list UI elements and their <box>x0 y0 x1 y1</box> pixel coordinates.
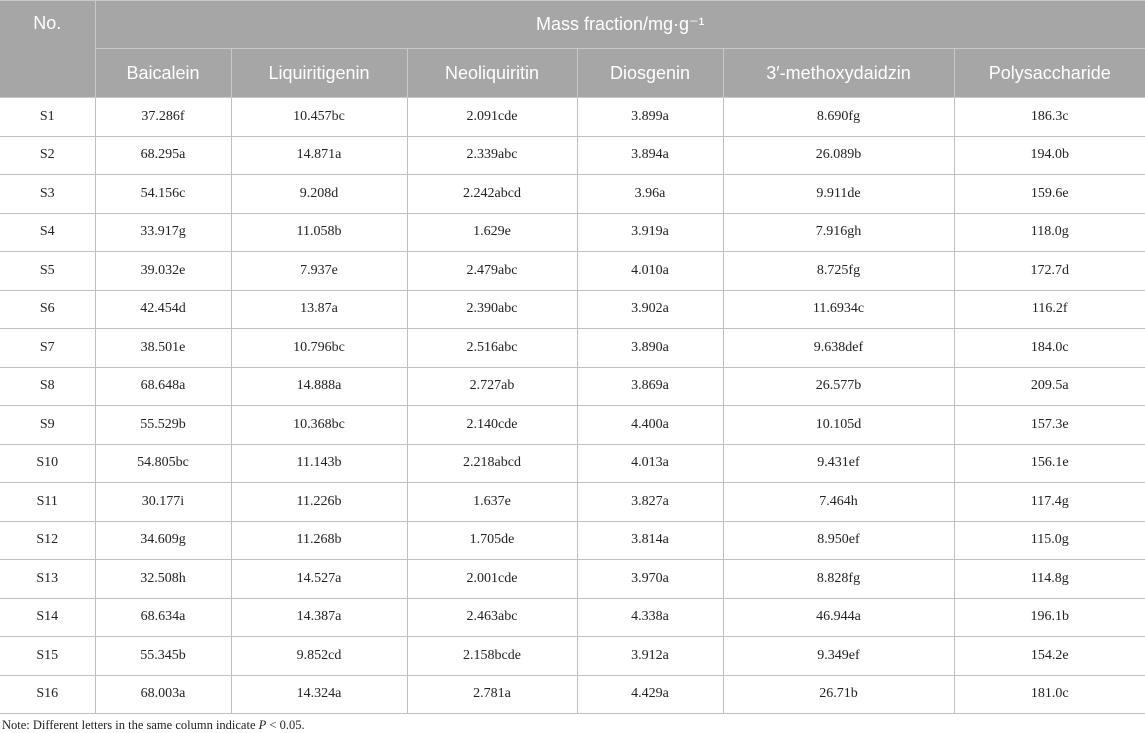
table-cell: 68.003a <box>95 675 231 714</box>
table-cell: 11.226b <box>231 483 407 522</box>
table-cell: 2.218abcd <box>407 444 577 483</box>
sample-id-cell: S11 <box>0 483 95 522</box>
table-cell: 1.637e <box>407 483 577 522</box>
table-cell: 14.324a <box>231 675 407 714</box>
table-cell: 7.464h <box>723 483 954 522</box>
table-row <box>0 136 1145 175</box>
table-cell: 26.577b <box>723 367 954 406</box>
table-cell: 2.781a <box>407 675 577 714</box>
table-cell: 4.429a <box>577 675 723 714</box>
table-cell: 2.516abc <box>407 329 577 368</box>
table-row <box>0 367 1145 406</box>
sample-id-cell: S7 <box>0 329 95 368</box>
table-row <box>0 675 1145 714</box>
table-row <box>0 290 1145 329</box>
table-cell: 9.431ef <box>723 444 954 483</box>
table-cell: 7.916gh <box>723 213 954 252</box>
table-cell: 11.268b <box>231 521 407 560</box>
table-cell: 55.529b <box>95 406 231 445</box>
table-cell: 156.1e <box>954 444 1145 483</box>
table-cell: 2.463abc <box>407 598 577 637</box>
table-cell: 9.852cd <box>231 637 407 676</box>
table-cell: 186.3c <box>954 98 1145 137</box>
table-cell: 14.888a <box>231 367 407 406</box>
table-cell: 8.725fg <box>723 252 954 291</box>
table-row <box>0 521 1145 560</box>
table-cell: 3.899a <box>577 98 723 137</box>
table-cell: 196.1b <box>954 598 1145 637</box>
table-cell: 1.629e <box>407 213 577 252</box>
column-header: Baicalein <box>95 49 231 98</box>
table-cell: 3.827a <box>577 483 723 522</box>
sample-id-cell: S3 <box>0 175 95 214</box>
header-mass-fraction: Mass fraction/mg·g⁻¹ <box>95 1 1145 49</box>
table-row <box>0 406 1145 445</box>
note-stat: P <box>258 718 267 732</box>
table-cell: 9.638def <box>723 329 954 368</box>
table-cell: 46.944a <box>723 598 954 637</box>
table-cell: 4.013a <box>577 444 723 483</box>
table-row <box>0 598 1145 637</box>
table-cell: 2.140cde <box>407 406 577 445</box>
table-cell: 8.690fg <box>723 98 954 137</box>
table-cell: 9.911de <box>723 175 954 214</box>
table-cell: 68.295a <box>95 136 231 175</box>
table-row <box>0 329 1145 368</box>
table-cell: 4.400a <box>577 406 723 445</box>
sample-id-cell: S5 <box>0 252 95 291</box>
table-cell: 32.508h <box>95 560 231 599</box>
table-cell: 42.454d <box>95 290 231 329</box>
table-cell: 116.2f <box>954 290 1145 329</box>
table-row <box>0 483 1145 522</box>
table-cell: 26.71b <box>723 675 954 714</box>
table-cell: 2.091cde <box>407 98 577 137</box>
table-cell: 1.705de <box>407 521 577 560</box>
sample-id-cell: S1 <box>0 98 95 137</box>
table-cell: 54.156c <box>95 175 231 214</box>
table-cell: 10.796bc <box>231 329 407 368</box>
table-row <box>0 98 1145 137</box>
table-cell: 14.387a <box>231 598 407 637</box>
note-prefix: Note: Different letters in the same column indicate <box>2 718 259 732</box>
table-cell: 2.339abc <box>407 136 577 175</box>
table-cell: 159.6e <box>954 175 1145 214</box>
table-cell: 10.105d <box>723 406 954 445</box>
table-cell: 10.457bc <box>231 98 407 137</box>
table-cell: 115.0g <box>954 521 1145 560</box>
table-cell: 9.349ef <box>723 637 954 676</box>
table-cell: 209.5a <box>954 367 1145 406</box>
table-cell: 172.7d <box>954 252 1145 291</box>
table-cell: 34.609g <box>95 521 231 560</box>
sample-id-cell: S15 <box>0 637 95 676</box>
table-cell: 8.950ef <box>723 521 954 560</box>
sample-id-cell: S4 <box>0 213 95 252</box>
table-cell: 184.0c <box>954 329 1145 368</box>
sample-id-cell: S8 <box>0 367 95 406</box>
table-cell: 2.242abcd <box>407 175 577 214</box>
table-cell: 3.869a <box>577 367 723 406</box>
table-cell: 2.479abc <box>407 252 577 291</box>
table-cell: 3.970a <box>577 560 723 599</box>
table-cell: 11.143b <box>231 444 407 483</box>
sample-id-cell: S13 <box>0 560 95 599</box>
table-cell: 2.158bcde <box>407 637 577 676</box>
column-header: Polysaccharide <box>954 49 1145 98</box>
table-cell: 4.338a <box>577 598 723 637</box>
table-cell: 11.058b <box>231 213 407 252</box>
table-row <box>0 175 1145 214</box>
sample-id-cell: S10 <box>0 444 95 483</box>
table-cell: 2.727ab <box>407 367 577 406</box>
table-row <box>0 637 1145 676</box>
sample-id-cell: S14 <box>0 598 95 637</box>
table-cell: 181.0c <box>954 675 1145 714</box>
note-suffix: < 0.05. <box>266 718 305 732</box>
table-cell: 13.87a <box>231 290 407 329</box>
sample-id-cell: S16 <box>0 675 95 714</box>
sample-id-cell: S12 <box>0 521 95 560</box>
column-header: Diosgenin <box>577 49 723 98</box>
table-cell: 68.648a <box>95 367 231 406</box>
table-cell: 2.390abc <box>407 290 577 329</box>
table-cell: 118.0g <box>954 213 1145 252</box>
table-cell: 14.871a <box>231 136 407 175</box>
table-cell: 33.917g <box>95 213 231 252</box>
table-cell: 54.805bc <box>95 444 231 483</box>
table-cell: 39.032e <box>95 252 231 291</box>
table-cell: 3.912a <box>577 637 723 676</box>
table-cell: 3.902a <box>577 290 723 329</box>
table-cell: 26.089b <box>723 136 954 175</box>
table-cell: 37.286f <box>95 98 231 137</box>
table-cell: 7.937e <box>231 252 407 291</box>
table-cell: 3.96a <box>577 175 723 214</box>
table-cell: 38.501e <box>95 329 231 368</box>
column-header: 3′-methoxydaidzin <box>723 49 954 98</box>
sample-id-cell: S2 <box>0 136 95 175</box>
header-no: No. <box>0 1 95 98</box>
table-note <box>2 718 305 732</box>
sample-id-cell: S9 <box>0 406 95 445</box>
column-header: Neoliquiritin <box>407 49 577 98</box>
table-cell: 14.527a <box>231 560 407 599</box>
table-cell: 10.368bc <box>231 406 407 445</box>
table-cell: 8.828fg <box>723 560 954 599</box>
table-cell: 154.2e <box>954 637 1145 676</box>
table-cell: 3.919a <box>577 213 723 252</box>
table-row <box>0 252 1145 291</box>
table-cell: 55.345b <box>95 637 231 676</box>
column-header: Liquiritigenin <box>231 49 407 98</box>
table-cell: 157.3e <box>954 406 1145 445</box>
table-cell: 194.0b <box>954 136 1145 175</box>
table-cell: 114.8g <box>954 560 1145 599</box>
table-cell: 3.814a <box>577 521 723 560</box>
table-cell: 2.001cde <box>407 560 577 599</box>
table-cell: 117.4g <box>954 483 1145 522</box>
table-row <box>0 444 1145 483</box>
table-cell: 9.208d <box>231 175 407 214</box>
table-cell: 11.6934c <box>723 290 954 329</box>
table-cell: 4.010a <box>577 252 723 291</box>
table-cell: 30.177i <box>95 483 231 522</box>
table-cell: 3.894a <box>577 136 723 175</box>
table-row <box>0 560 1145 599</box>
table-row <box>0 213 1145 252</box>
sample-id-cell: S6 <box>0 290 95 329</box>
table-cell: 3.890a <box>577 329 723 368</box>
table-cell: 68.634a <box>95 598 231 637</box>
